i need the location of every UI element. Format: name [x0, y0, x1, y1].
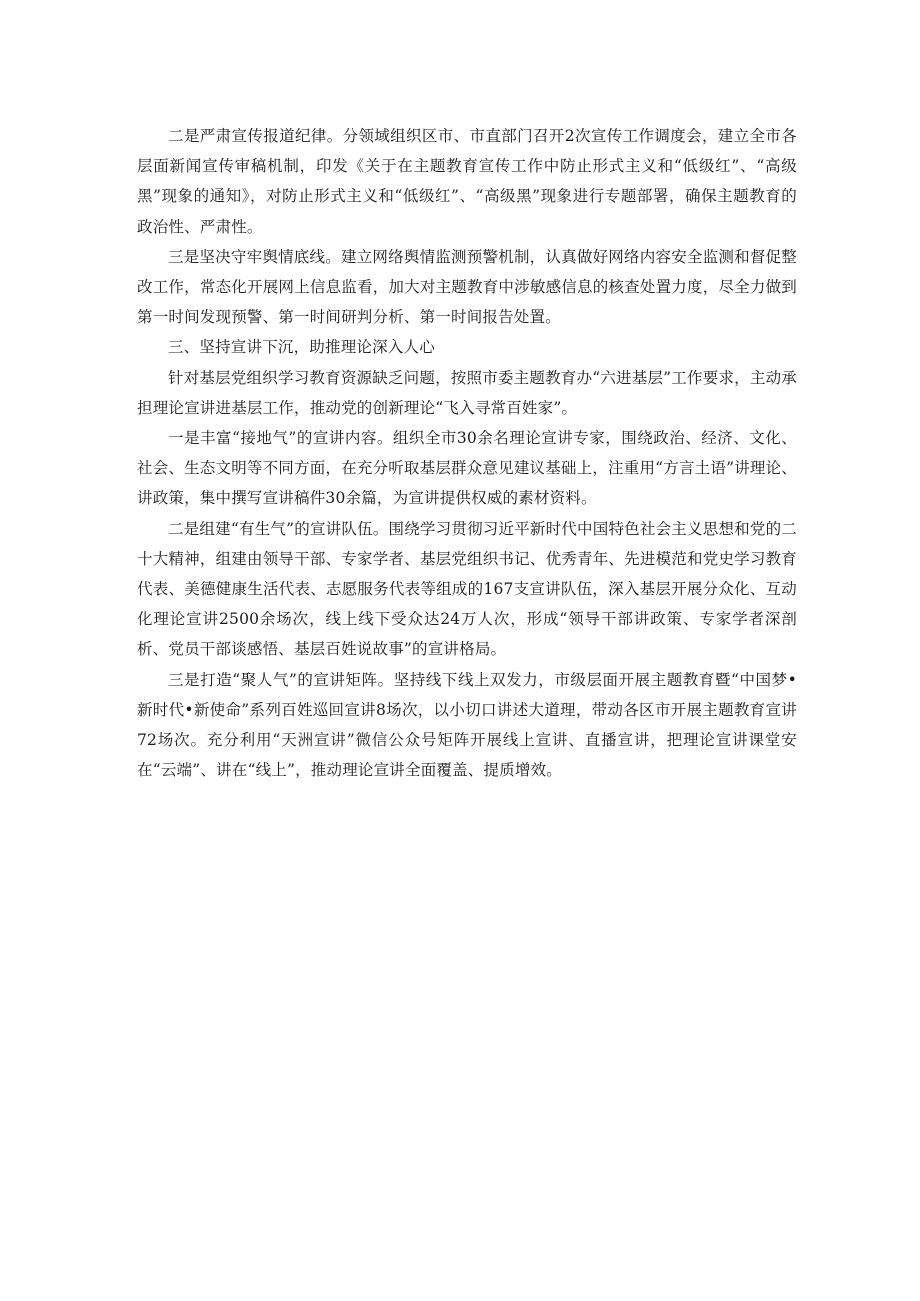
- section-heading-3: 三、坚持宣讲下沉，助推理论深入人心: [168, 338, 435, 357]
- paragraph-lecture-teams: 二是组建“有生气”的宣讲队伍。围绕学习贯彻习近平新时代中国特色社会主义思想和党的二十大精神，组建由领导干部、专家学者、基层党组织书记、优秀青年、先进模范和党史学习教育代表、美德健康生活代表、志愿服务代表等组成的167支宣讲队伍，深入基层开展分众化、互动化理论宣讲2500余场次，线上线下受众达24万人次，形成“领导干部讲政策、专家学者深剖析、党员干部谈感悟、基层百姓说故事”的宣讲格局。: [137, 519, 797, 659]
- paragraph-press-discipline: 二是严肃宣传报道纪律。分领域组织区市、市直部门召开2次宣传工作调度会，建立全市各层面新闻宣传审稿机制，印发《关于在主题教育宣传工作中防止形式主义和“低级红”、“高级黑”现象的通知》，对防止形式主义和“低级红”、“高级黑”现象进行专题部署，确保主题教育的政治性、严肃性。: [137, 127, 797, 236]
- paragraph-lecture-content: 一是丰富“接地气”的宣讲内容。组织全市30余名理论宣讲专家，围绕政治、经济、文化、社会、生态文明等不同方面，在充分听取基层群众意见建议基础上，注重用“方言土语”讲理论、讲政策，集中撰写宣讲稿件30余篇，为宣讲提供权威的素材资料。: [137, 429, 797, 508]
- paragraph-public-opinion: 三是坚决守牢舆情底线。建立网络舆情监测预警机制，认真做好网络内容安全监测和督促整改工作，常态化开展网上信息监看，加大对主题教育中涉敏感信息的核查处置力度，尽全力做到第一时间发现预警、第一时间研判分析、第一时间报告处置。: [137, 247, 797, 327]
- paragraph-grassroots-intro: 针对基层党组织学习教育资源缺乏问题，按照市委主题教育办“六进基层”工作要求，主动承担理论宣讲进基层工作，推动党的创新理论“飞入寻常百姓家”。: [137, 368, 797, 417]
- paragraph-lecture-matrix: 三是打造“聚人气”的宣讲矩阵。坚持线下线上双发力，市级层面开展主题教育暨“中国梦•新时代•新使命”系列百姓巡回宣讲8场次，以小切口讲述大道理，带动各区市开展主题教育宣讲72场次。充分利用“天洲宣讲”微信公众号矩阵开展线上宣讲、直播宣讲，把理论宣讲课堂安在“云端”、讲在“线上”，推动理论宣讲全面覆盖、提质增效。: [137, 670, 797, 780]
- document-body: [137, 121, 797, 785]
